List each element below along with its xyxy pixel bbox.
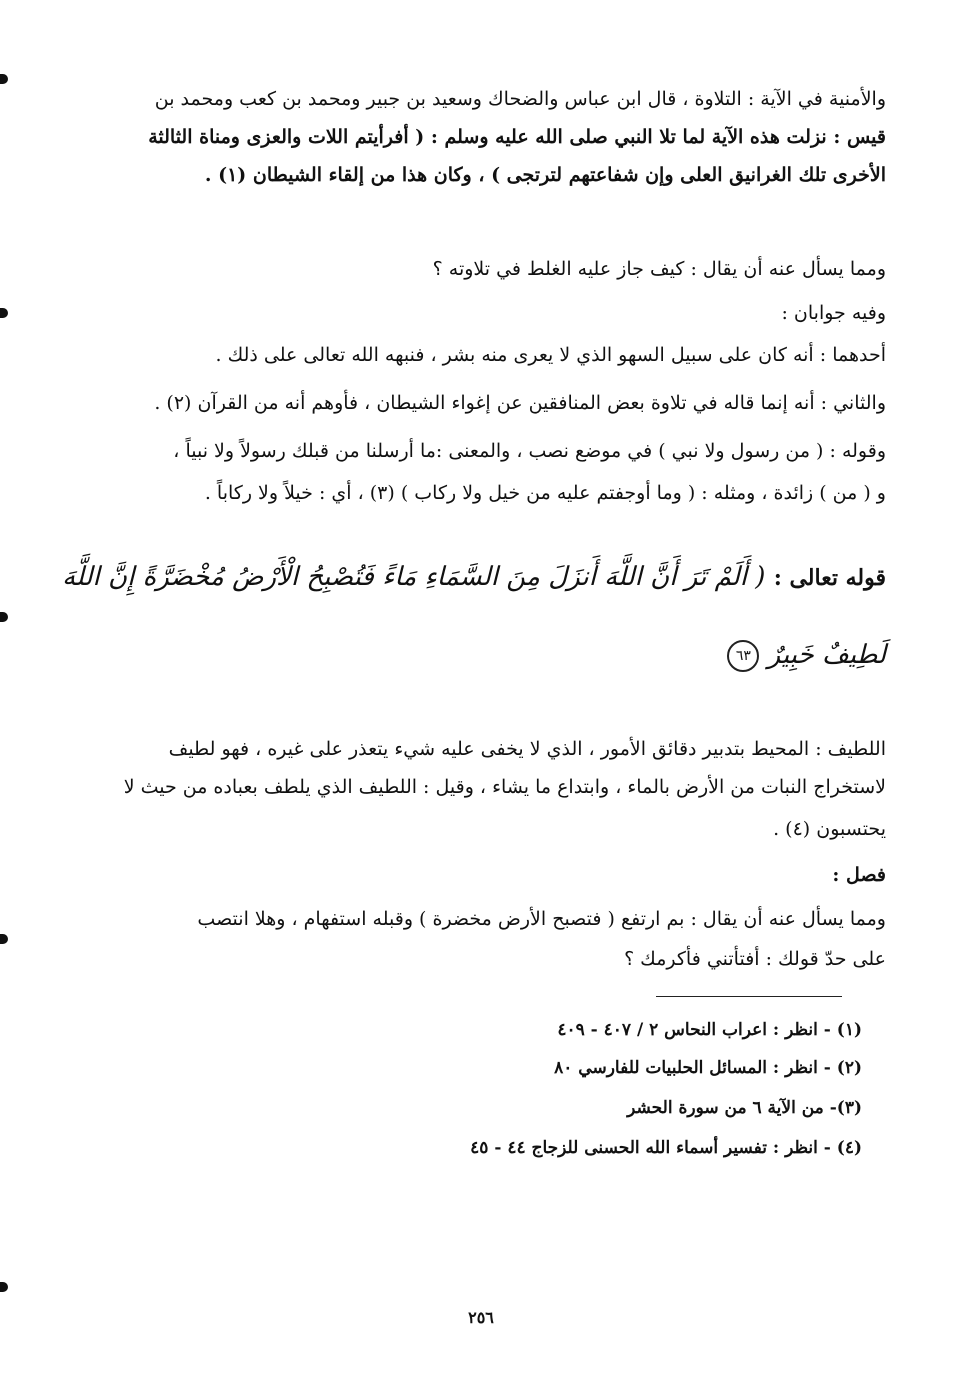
footnote-separator: [656, 996, 842, 997]
footnote: (٣)- من الآية ٦ من سورة الحشر: [627, 1098, 862, 1118]
section-heading: فصل :: [832, 864, 886, 886]
paragraph-line: وقوله : ( من رسول ولا نبي ) في موضع نصب ، والمعنى :ما أرسلنا من قبلك رسولاً ولا نبياً ،: [173, 440, 886, 462]
margin-mark: [0, 308, 8, 318]
footnote: (٢) - انظر : المسائل الحلبيات للفارسي ٨٠: [554, 1058, 862, 1078]
paragraph-line: و ( من ) زائدة ، ومثله : ( وما أوجفتم عليه من خيل ولا ركاب ) (٣) ، أي : خيلاً ولا ركاباً .: [204, 482, 886, 504]
paragraph-line: لاستخراج النبات من الأرض بالماء ، وابتداع ما يشاء ، وقيل : اللطيف الذي يلطف بعباده من حيث لا: [123, 776, 886, 798]
verse-label: قوله تعالى :: [773, 565, 886, 591]
paragraph-line: والأمنية في الآية : التلاوة ، قال ابن عباس والضحاك وسعيد بن جبير ومحمد بن كعب ومحمد بن: [154, 88, 886, 110]
footnote: (١) - انظر : اعراب النحاس ٢ / ٤٠٧ - ٤٠٩: [557, 1020, 862, 1040]
margin-mark: [0, 74, 8, 84]
page-number: ٢٥٦: [468, 1308, 494, 1327]
answer-intro: وفيه جوابان :: [781, 302, 886, 324]
answer-line: أحدهما : أنه كان على سبيل السهو الذي لا يعرى منه بشر ، فنبهه الله تعالى على ذلك .: [215, 344, 886, 366]
answer-line: والثاني : أنه إنما قاله في تلاوة بعض المنافقين عن إغواء الشيطان ، فأوهم أنه من القرآن (٢) .: [154, 392, 886, 414]
ayah-number-icon: ٦٣: [727, 640, 759, 672]
paragraph-line: قيس : نزلت هذه الآية لما تلا النبي صلى الله عليه وسلم : ( أفرأيتم اللات والعزى ومناة الثالثة: [148, 126, 886, 148]
quran-verse-line: [90, 630, 886, 680]
paragraph-line: اللطيف : المحيط بتدبير دقائق الأمور ، الذي لا يخفى عليه شيء يتعذر على غيره ، فهو لطيف: [168, 738, 886, 760]
footnote: (٤) - انظر : تفسير أسماء الله الحسنى للزجاج ٤٤ - ٤٥: [470, 1138, 862, 1158]
quran-verse-line: [62, 552, 886, 602]
paragraph-line: ومما يسأل عنه أن يقال : بم ارتفع ( فتصبح الأرض مخضرة ) وقبله استفهام ، وهلا انتصب: [197, 908, 886, 930]
verse-text: لَطِيفٌ خَبِيرٌ: [767, 640, 886, 670]
paragraph-line: على حدّ قولك : أفتأتني فأكرمك ؟: [624, 948, 886, 970]
margin-mark: [0, 934, 8, 944]
verse-text: ( أَلَمْ تَرَ أَنَّ اللَّهَ أَنزَلَ مِنَ السَّمَاءِ مَاءً فَتُصْبِحُ الْأَرْضُ مُخْضَرَّةً إِنَّ اللَّهَ: [62, 562, 766, 592]
paragraph-line: يحتسبون (٤) .: [773, 818, 886, 840]
paragraph-line: الأخرى تلك الغرانيق العلى وإن شفاعتهم لترتجى ) ، وكان هذا من إلقاء الشيطان (١) .: [204, 164, 886, 186]
margin-mark: [0, 1282, 8, 1292]
margin-mark: [0, 612, 8, 622]
question-line: ومما يسأل عنه أن يقال : كيف جاز عليه الغلط في تلاوته ؟: [432, 258, 886, 280]
